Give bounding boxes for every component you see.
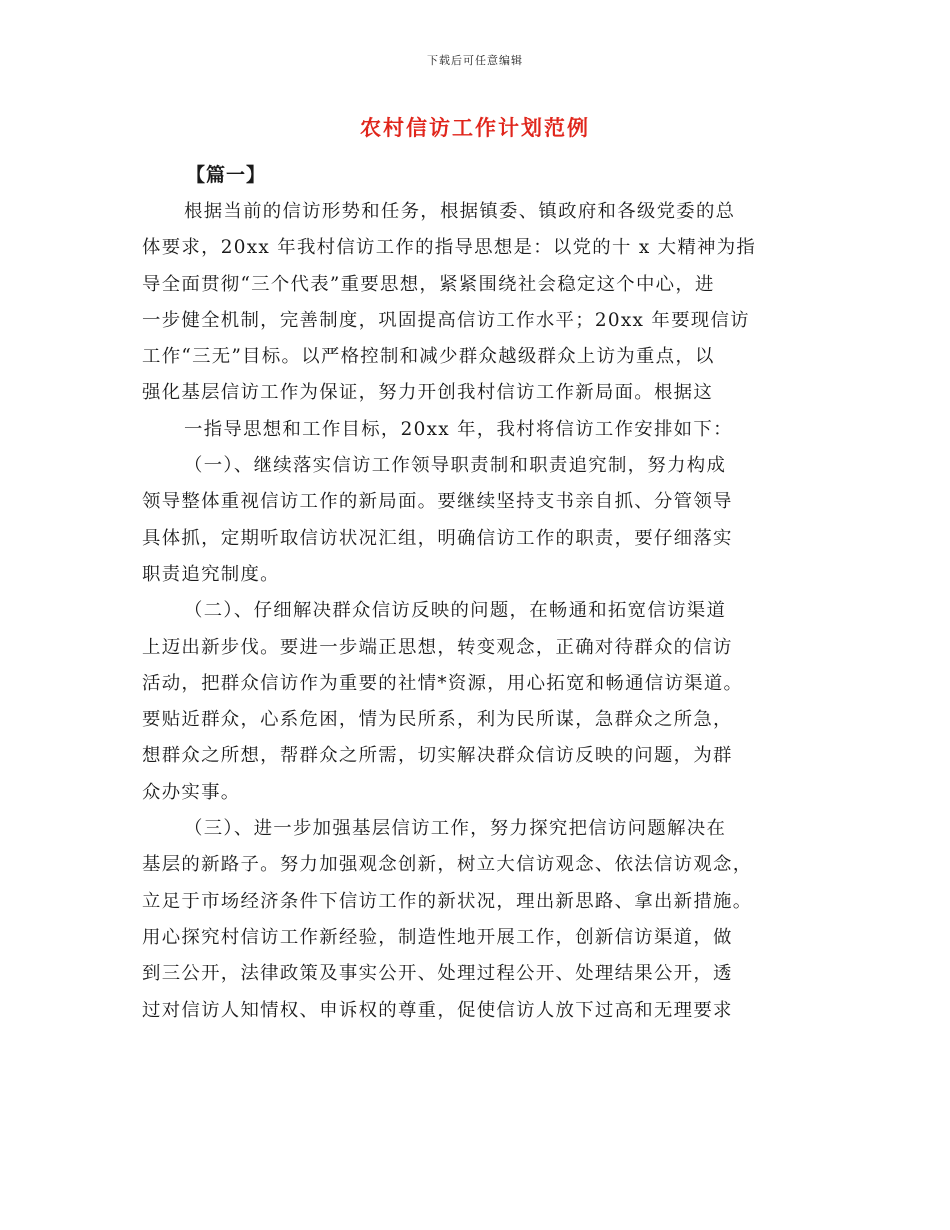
- header-note: 下载后可任意编辑: [427, 54, 523, 67]
- body-line: 立足于市场经济条件下信访工作的新状况，理出新思路、拿出新措施。: [142, 890, 753, 912]
- body-line: 上迈出新步伐。要进一步端正思想，转变观念，正确对待群众的信访: [142, 636, 733, 658]
- body-line: 职责追究制度。: [142, 563, 280, 585]
- body-line: 想群众之所想，帮群众之所需，切实解决群众信访反映的问题，为群: [142, 745, 733, 767]
- body-line: 用心探究村信访工作新经验，制造性地开展工作，创新信访渠道，做: [142, 926, 733, 948]
- body-line: 一步健全机制，完善制度，巩固提高信访工作水平；20xx 年要现信访: [142, 309, 750, 331]
- body-line: 众办实事。: [142, 781, 241, 803]
- body-line: 强化基层信访工作为保证，努力开创我村信访工作新局面。根据这: [142, 382, 714, 404]
- body-line: 领导整体重视信访工作的新局面。要继续坚持支书亲自抓、分管领导: [142, 491, 733, 513]
- document-title: 农村信访工作计划范例: [360, 115, 590, 140]
- body-line: 导全面贯彻“三个代表”重要思想，紧紧围绕社会稳定这个中心，进: [142, 273, 715, 295]
- body-line: 根据当前的信访形势和任务，根据镇委、镇政府和各级党委的总: [184, 201, 736, 222]
- body-line: （二）、仔细解决群众信访反映的问题，在畅通和拓宽信访渠道: [184, 600, 727, 622]
- body-line: 过对信访人知情权、申诉权的尊重，促使信访人放下过高和无理要求: [142, 999, 733, 1021]
- body-line: （三）、进一步加强基层信访工作，努力探究把信访问题解决在: [184, 818, 727, 840]
- section-heading: 【篇一】: [186, 164, 267, 186]
- body-line: 到三公开，法律政策及事实公开、处理过程公开、处理结果公开，透: [142, 963, 733, 985]
- body-text: [142, 194, 802, 1029]
- body-line: 基层的新路子。努力加强观念创新，树立大信访观念、依法信访观念，: [142, 854, 753, 876]
- body-line: 体要求，20xx 年我村信访工作的指导思想是：以党的十 x 大精神为指: [142, 237, 757, 259]
- body-line: 具体抓，定期听取信访状况汇组，明确信访工作的职责，要仔细落实: [142, 527, 733, 549]
- body-line: 工作“三无”目标。以严格控制和减少群众越级群众上访为重点，以: [142, 346, 715, 368]
- body-line: 活动，把群众信访作为重要的社情*资源，用心拓宽和畅通信访渠道。: [142, 672, 744, 694]
- body-line: 要贴近群众，心系危困，情为民所系，利为民所谋，急群众之所急，: [142, 709, 733, 731]
- body-line: （一）、继续落实信访工作领导职责制和职责追究制，努力构成: [184, 455, 727, 477]
- body-line: 一指导思想和工作目标，20xx 年，我村将信访工作安排如下：: [184, 418, 733, 440]
